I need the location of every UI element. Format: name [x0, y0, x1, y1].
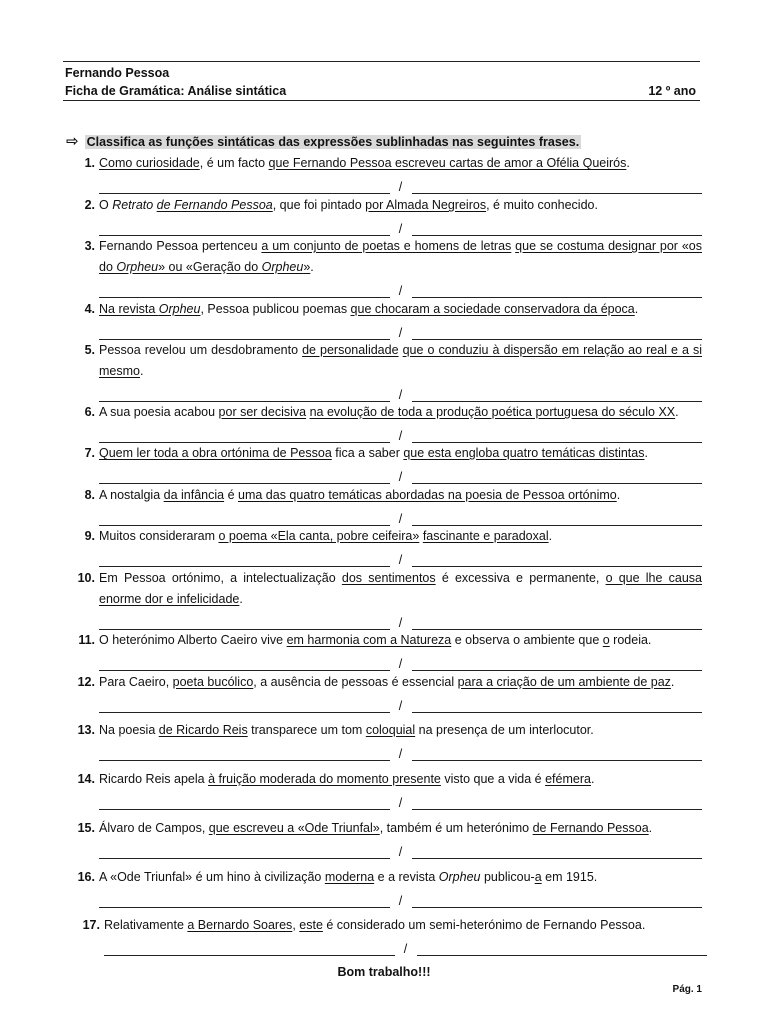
answer-blank-right[interactable] — [412, 798, 703, 810]
answer-separator: / — [398, 470, 403, 484]
answer-blank-left[interactable] — [99, 224, 390, 236]
answer-lines — [99, 386, 702, 402]
underlined-expression: que o conduziu à dispersão em relação ao real e a si mesmo — [99, 343, 702, 378]
answer-lines — [99, 745, 702, 761]
answer-blank-left[interactable] — [99, 798, 390, 810]
header-bottom-rule — [63, 100, 700, 101]
underlined-expression: que chocaram a sociedade conservadora da época — [350, 302, 635, 316]
answer-separator: / — [398, 845, 403, 859]
answer-lines — [99, 614, 702, 630]
question-item — [70, 568, 702, 630]
question-text — [99, 236, 702, 278]
underlined-expression: efémera — [545, 772, 591, 786]
answer-lines — [99, 655, 702, 671]
underlined-expression: à fruição moderada do momento presente — [208, 772, 441, 786]
answer-lines — [99, 427, 702, 443]
underlined-expression: fascinante e paradoxal — [422, 529, 549, 543]
answer-blank-right[interactable] — [412, 749, 703, 761]
underlined-expression: coloquial — [365, 723, 416, 737]
underlined-expression: que se costuma designar por «os do — [99, 239, 702, 274]
text-fragment: , — [292, 918, 300, 932]
answer-lines — [99, 468, 702, 484]
question-number: 1. — [84, 156, 95, 170]
answer-lines — [99, 697, 702, 713]
question-number: 12. — [77, 675, 95, 689]
text-fragment: é considerado um semi-heterónimo de Fernando Pessoa. — [322, 918, 646, 932]
underlined-expression: o que lhe causa enorme dor e infelicidade — [99, 571, 702, 606]
text-fragment: . — [634, 302, 639, 316]
underlined-expression: que esta engloba quatro temáticas distintas — [403, 446, 645, 460]
answer-blank-left[interactable] — [99, 286, 390, 298]
text-fragment: Ricardo Reis apela — [99, 772, 209, 786]
text-fragment: . — [239, 592, 243, 606]
question-number: 3. — [84, 239, 95, 253]
answer-separator: / — [403, 942, 408, 956]
answer-lines — [99, 794, 702, 810]
answer-blank-right[interactable] — [412, 431, 703, 443]
answer-separator: / — [398, 388, 403, 402]
text-fragment: A nostalgia — [99, 488, 164, 502]
question-number: 8. — [84, 488, 95, 502]
text-fragment: . — [626, 156, 630, 170]
question-text — [104, 915, 707, 936]
question-text — [99, 526, 702, 547]
question-text — [99, 299, 702, 320]
text-fragment: Na poesia — [99, 723, 159, 737]
text-fragment: Fernando Pessoa pertenceu — [99, 239, 262, 253]
answer-separator: / — [398, 616, 403, 630]
answer-lines — [99, 510, 702, 526]
underlined-expression: por Almada Negreiros — [365, 198, 487, 212]
question-item — [75, 915, 707, 956]
text-fragment: transparece um tom — [247, 723, 366, 737]
answer-lines — [99, 843, 702, 859]
question-item — [70, 236, 702, 298]
text-fragment: A sua poesia acabou — [99, 405, 219, 419]
answer-blank-left[interactable] — [99, 431, 390, 443]
underlined-expression: moderna — [324, 870, 375, 884]
question-text — [99, 720, 702, 741]
answer-blank-right[interactable] — [412, 701, 703, 713]
answer-lines — [99, 551, 702, 567]
question-item — [70, 153, 702, 194]
question-number: 7. — [84, 446, 95, 460]
text-fragment: Muitos consideraram — [99, 529, 219, 543]
question-text — [99, 340, 702, 382]
underlined-expression: que Fernando Pessoa escreveu cartas de amor a Ofélia Queirós — [268, 156, 627, 170]
text-fragment: . — [675, 405, 679, 419]
text-fragment: , que foi pintado — [272, 198, 366, 212]
answer-blank-left[interactable] — [99, 390, 390, 402]
answer-blank-right[interactable] — [412, 659, 703, 671]
answer-lines — [99, 220, 702, 236]
answer-blank-left[interactable] — [99, 555, 390, 567]
answer-blank-left[interactable] — [99, 328, 390, 340]
question-text — [99, 568, 702, 610]
answer-separator: / — [398, 326, 403, 340]
question-text — [99, 153, 702, 174]
text-fragment: Relativamente — [104, 918, 188, 932]
text-fragment: Orpheu — [438, 870, 481, 884]
text-fragment: rodeia. — [609, 633, 652, 647]
underlined-expression: Na revista — [99, 302, 159, 316]
grade-level: 12 º ano — [648, 84, 696, 98]
question-item — [70, 195, 702, 236]
question-number: 15. — [77, 821, 95, 835]
question-text — [99, 630, 702, 651]
question-item — [70, 299, 702, 340]
text-fragment: O — [99, 198, 113, 212]
answer-blank-left[interactable] — [99, 514, 390, 526]
underlined-expression: em harmonia com a Natureza — [286, 633, 452, 647]
underlined-expression: dos sentimentos — [341, 571, 436, 585]
text-fragment: , também é um heterónimo — [379, 821, 533, 835]
answer-separator: / — [398, 553, 403, 567]
underlined-expression: que escreveu a «Ode Triunfal» — [208, 821, 380, 835]
text-fragment: é excessiva e permanente, — [435, 571, 606, 585]
answer-blank-right[interactable] — [412, 618, 703, 630]
answer-separator: / — [398, 429, 403, 443]
answer-blank-right[interactable] — [412, 224, 703, 236]
underlined-expression: por ser decisiva — [218, 405, 307, 419]
question-number: 5. — [84, 343, 95, 357]
question-number: 6. — [84, 405, 95, 419]
answer-separator: / — [398, 512, 403, 526]
question-item — [70, 720, 702, 761]
answer-separator: / — [398, 747, 403, 761]
question-item — [70, 672, 702, 713]
answer-blank-right[interactable] — [412, 896, 703, 908]
text-fragment: . — [310, 260, 314, 274]
text-fragment: Álvaro de Campos, — [99, 821, 209, 835]
answer-separator: / — [398, 796, 403, 810]
farewell-message: Bom trabalho!!! — [337, 965, 431, 979]
answer-blank-right[interactable] — [412, 328, 703, 340]
question-item — [70, 402, 702, 443]
question-text — [99, 867, 702, 888]
text-fragment: . — [139, 364, 144, 378]
question-item — [70, 769, 702, 810]
text-fragment: O heterónimo Alberto Caeiro vive — [99, 633, 287, 647]
question-number: 9. — [84, 529, 95, 543]
text-fragment: publicou- — [480, 870, 535, 884]
text-fragment: , é um facto — [199, 156, 269, 170]
question-text — [99, 672, 702, 693]
question-item — [70, 443, 702, 484]
answer-lines — [99, 178, 702, 194]
text-fragment: , a ausência de pessoas é essencial — [253, 675, 458, 689]
text-fragment: A «Ode Triunfal» é um hino à civilização — [99, 870, 325, 884]
question-text — [99, 402, 702, 423]
underlined-expression: o poema «Ela canta, pobre ceifeira» — [218, 529, 420, 543]
underlined-expression: poeta bucólico — [172, 675, 254, 689]
question-number: 13. — [77, 723, 95, 737]
underlined-expression: de Fernando Pessoa — [532, 821, 649, 835]
question-number: 17. — [82, 918, 100, 932]
text-fragment: . — [648, 821, 653, 835]
underlined-expression: » — [303, 260, 311, 274]
underlined-expression: Quem ler toda a obra ortónima de Pessoa — [99, 446, 332, 460]
answer-blank-right[interactable] — [412, 286, 703, 298]
underlined-expression: para a criação de um ambiente de paz — [457, 675, 671, 689]
underlined-expression: de Ricardo Reis — [158, 723, 248, 737]
text-fragment: , é muito conhecido. — [486, 198, 598, 212]
text-fragment: Em Pessoa ortónimo, a intelectualização — [99, 571, 342, 585]
answer-separator: / — [398, 657, 403, 671]
answer-blank-left[interactable] — [99, 847, 390, 859]
question-text — [99, 769, 702, 790]
answer-blank-left[interactable] — [99, 182, 390, 194]
question-item — [70, 526, 702, 567]
underlined-expression: a Bernardo Soares — [187, 918, 293, 932]
answer-blank-left[interactable] — [99, 749, 390, 761]
text-fragment: , Pessoa publicou poemas — [200, 302, 351, 316]
underlined-expression: uma das quatro temáticas abordadas na poesia de Pessoa ortónimo — [238, 488, 617, 502]
text-fragment: e observa o ambiente que — [451, 633, 603, 647]
answer-lines — [99, 282, 702, 298]
underlined-expression: este — [299, 918, 323, 932]
instruction — [66, 135, 581, 149]
answer-blank-left[interactable] — [99, 472, 390, 484]
answer-lines — [99, 324, 702, 340]
answer-blank-right[interactable] — [412, 390, 703, 402]
answer-blank-right[interactable] — [412, 555, 703, 567]
underlined-expression: de personalidade — [302, 343, 399, 357]
underlined-expression: Orpheu — [261, 260, 304, 274]
answer-lines — [99, 892, 702, 908]
text-fragment: visto que a vida é — [440, 772, 546, 786]
text-fragment: . — [548, 529, 553, 543]
sheet-title: Ficha de Gramática: Análise sintática — [65, 84, 287, 98]
underlined-expression: Orpheu — [116, 260, 159, 274]
underlined-expression: a — [534, 870, 542, 884]
underlined-expression: Como curiosidade — [99, 156, 200, 170]
text-fragment: em 1915. — [541, 870, 598, 884]
underlined-expression: » ou «Geração do — [158, 260, 262, 274]
question-number: 2. — [84, 198, 95, 212]
underlined-expression: o — [602, 633, 610, 647]
text-fragment: Pessoa revelou um desdobramento — [99, 343, 303, 357]
text-fragment: na presença de um interlocutor. — [415, 723, 594, 737]
text-fragment: e a revista — [374, 870, 439, 884]
text-fragment: . — [670, 675, 675, 689]
header-top-rule — [63, 61, 700, 62]
question-text — [99, 818, 702, 839]
question-item — [70, 818, 702, 859]
question-number: 10. — [77, 571, 95, 585]
answer-lines — [104, 940, 707, 956]
answer-blank-right[interactable] — [412, 514, 703, 526]
underlined-expression: na evolução de toda a produção poética portuguesa do século XX — [309, 405, 676, 419]
question-item — [70, 630, 702, 671]
text-fragment: fica a saber — [331, 446, 404, 460]
text-fragment: Para Caeiro, — [99, 675, 173, 689]
question-number: 11. — [78, 633, 95, 647]
page-number: Pág. 1 — [672, 984, 702, 995]
answer-blank-right[interactable] — [412, 182, 703, 194]
answer-blank-right[interactable] — [412, 472, 703, 484]
instruction-text: Classifica as funções sintáticas das expressões sublinhadas nas seguintes frases. — [86, 135, 580, 149]
question-item — [70, 485, 702, 526]
text-fragment: . — [616, 488, 621, 502]
underlined-expression: Orpheu — [158, 302, 201, 316]
question-number: 4. — [84, 302, 95, 316]
answer-separator: / — [398, 222, 403, 236]
answer-blank-left[interactable] — [99, 618, 390, 630]
question-text — [99, 195, 702, 216]
question-text — [99, 443, 702, 464]
text-fragment: Retrato — [112, 198, 157, 212]
question-number: 16. — [77, 870, 95, 884]
underlined-expression: de Fernando Pessoa — [156, 198, 273, 212]
question-number: 14. — [77, 772, 95, 786]
answer-blank-left[interactable] — [99, 659, 390, 671]
question-item — [70, 340, 702, 402]
text-fragment: . — [590, 772, 595, 786]
text-fragment: . — [644, 446, 648, 460]
question-item — [70, 867, 702, 908]
answer-blank-right[interactable] — [417, 944, 708, 956]
answer-blank-left[interactable] — [99, 896, 390, 908]
arrow-right-icon: ⇨ — [66, 133, 79, 150]
author-name: Fernando Pessoa — [65, 66, 170, 80]
answer-separator: / — [398, 894, 403, 908]
underlined-expression: da infância — [163, 488, 225, 502]
question-text — [99, 485, 702, 506]
answer-blank-right[interactable] — [412, 847, 703, 859]
answer-blank-left[interactable] — [99, 701, 390, 713]
answer-separator: / — [398, 699, 403, 713]
answer-separator: / — [398, 180, 403, 194]
text-fragment: é — [224, 488, 239, 502]
underlined-expression: a um conjunto de poetas e homens de letras — [261, 239, 512, 253]
answer-separator: / — [398, 284, 403, 298]
answer-blank-left[interactable] — [104, 944, 395, 956]
